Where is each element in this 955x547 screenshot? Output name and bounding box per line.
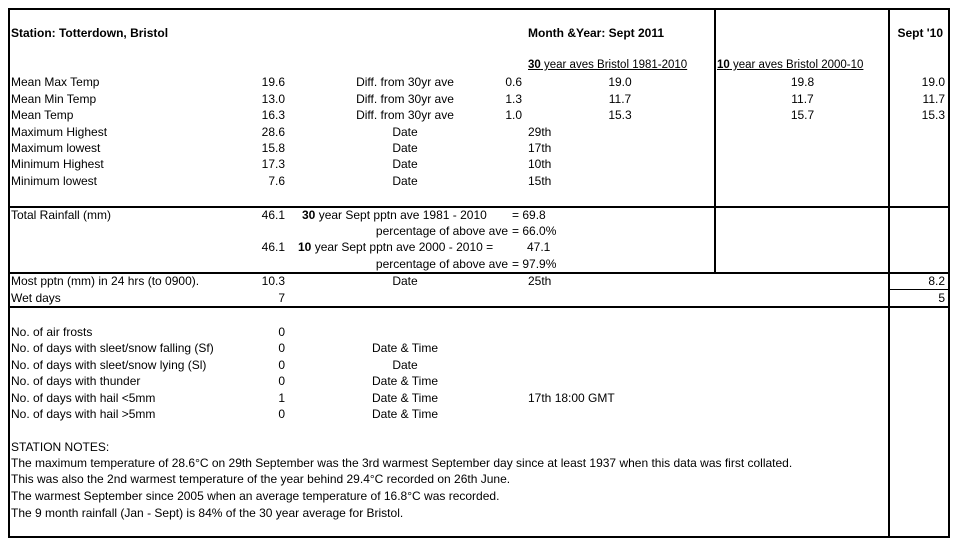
pptn-prev: 8.2 (928, 274, 945, 288)
temp-mid: Diff. from 30yr ave (356, 108, 454, 122)
wet-days-prev: 5 (938, 291, 945, 305)
rainfall-pct10-label: percentage of above ave (375, 257, 508, 271)
temp-ave30: 19.0 (608, 75, 632, 89)
temp-label: Mean Max Temp (11, 75, 100, 89)
rainfall-pct30-value: = 66.0% (512, 224, 557, 238)
days-mid: Date & Time (371, 407, 439, 421)
wet-days-label: Wet days (11, 291, 61, 305)
temp-value: 17.3 (261, 157, 285, 171)
divider-ave10-left-rain (714, 206, 716, 272)
pptn-value: 10.3 (261, 274, 285, 288)
temp-value: 7.6 (268, 174, 285, 188)
temp-prev: 19.0 (921, 75, 945, 89)
divider-wetdays (8, 306, 950, 308)
rainfall-value-2: 46.1 (261, 240, 285, 254)
rainfall-ave30-bold: 30 (302, 208, 316, 222)
temp-ave10: 15.7 (790, 108, 815, 122)
temp-ave30: 11.7 (608, 92, 632, 106)
temp-prev: 11.7 (922, 92, 945, 106)
divider-prev-left-bottom (888, 306, 890, 536)
days-label: No. of days with thunder (11, 374, 141, 388)
temp-value: 19.6 (261, 75, 285, 89)
temp-label: Minimum Highest (11, 157, 104, 171)
temp-mid: Date (392, 157, 418, 171)
temp-prev: 15.3 (921, 108, 945, 122)
temp-date: 29th (528, 125, 552, 139)
rainfall-ave10-rest: year Sept pptn ave 2000 - 2010 = (311, 240, 494, 254)
ave10-header-bold: 10 (717, 59, 730, 71)
prev-year-title: Sept '10 (897, 26, 943, 40)
temp-label: Minimum lowest (11, 174, 98, 188)
pptn-mid: Date (392, 274, 418, 288)
ave30-header-bold: 30 (528, 59, 541, 71)
days-label: No. of days with hail <5mm (11, 391, 156, 405)
days-mid: Date (392, 358, 418, 372)
notes-line: The 9 month rainfall (Jan - Sept) is 84% of the 30 year average for Bristol. (11, 506, 404, 520)
temp-diff: 1.3 (505, 92, 522, 106)
days-value: 1 (278, 391, 285, 405)
days-label: No. of days with hail >5mm (11, 407, 156, 421)
temp-value: 13.0 (261, 92, 285, 106)
rainfall-ave30-value: = 69.8 (512, 208, 546, 222)
temp-diff: 0.6 (505, 75, 522, 89)
days-value: 0 (278, 407, 285, 421)
rainfall-label: Total Rainfall (mm) (11, 208, 112, 222)
station-title: Station: Totterdown, Bristol (11, 26, 169, 40)
days-extra: 17th 18:00 GMT (528, 391, 615, 405)
days-value: 0 (278, 358, 285, 372)
temp-label: Mean Temp (11, 108, 74, 122)
temp-label: Mean Min Temp (11, 92, 97, 106)
days-label: No. of days with sleet/snow falling (Sf) (11, 341, 214, 355)
temp-ave30: 15.3 (608, 108, 632, 122)
days-label: No. of days with sleet/snow lying (Sl) (11, 358, 207, 372)
ave30-header-rest: year aves Bristol 1981-2010 (540, 59, 688, 71)
temp-value: 28.6 (261, 125, 285, 139)
temp-date: 17th (528, 141, 552, 155)
notes-line: This was also the 2nd warmest temperature of the year behind 29.4°C recorded on 26th June. (11, 472, 511, 486)
notes-heading: STATION NOTES: (11, 440, 110, 454)
rainfall-pct30-label: percentage of above ave (375, 224, 508, 238)
rainfall-pct10-value: = 97.9% (512, 257, 557, 271)
days-mid: Date & Time (371, 374, 439, 388)
divider-ave10-left (714, 8, 716, 206)
temp-mid: Date (392, 141, 418, 155)
temp-ave10: 19.8 (790, 75, 815, 89)
ave10-header (717, 58, 863, 72)
divider-pptn (888, 289, 950, 290)
border-top (8, 8, 950, 10)
temp-ave10: 11.7 (791, 92, 814, 106)
rainfall-ave30-text (302, 208, 487, 222)
days-mid: Date & Time (371, 341, 439, 355)
days-label: No. of air frosts (11, 325, 93, 339)
temp-mid: Date (392, 174, 418, 188)
rainfall-ave10-value: 47.1 (527, 240, 551, 254)
temp-mid: Date (392, 125, 418, 139)
divider-prev-left-top (888, 8, 890, 308)
temp-date: 10th (528, 157, 552, 171)
ave10-header-rest: year aves Bristol 2000-10 (729, 59, 864, 71)
temp-date: 15th (528, 174, 552, 188)
notes-line: The maximum temperature of 28.6°C on 29th September was the 3rd warmest September day since at least 1937 when this data was first collated. (11, 456, 793, 470)
ave30-header (528, 58, 687, 72)
days-mid: Date & Time (371, 391, 439, 405)
border-bottom (8, 536, 950, 538)
temp-label: Maximum lowest (11, 141, 101, 155)
wet-days-value: 7 (278, 291, 285, 305)
notes-line: The warmest September since 2005 when an average temperature of 16.8°C was recorded. (11, 489, 500, 503)
rainfall-ave30-rest: year Sept pptn ave 1981 - 2010 (315, 208, 487, 222)
rainfall-ave10-bold: 10 (298, 240, 312, 254)
days-value: 0 (278, 341, 285, 355)
days-value: 0 (278, 325, 285, 339)
month-year-title: Month &Year: Sept 2011 (528, 26, 665, 40)
temp-value: 15.8 (261, 141, 285, 155)
days-value: 0 (278, 374, 285, 388)
rainfall-ave10-text (298, 240, 493, 254)
pptn-date: 25th (528, 274, 552, 288)
rainfall-value: 46.1 (261, 208, 285, 222)
temp-mid: Diff. from 30yr ave (356, 75, 454, 89)
temp-label: Maximum Highest (11, 125, 108, 139)
temp-mid: Diff. from 30yr ave (356, 92, 454, 106)
pptn-label: Most pptn (mm) in 24 hrs (to 0900). (11, 274, 200, 288)
temp-value: 16.3 (261, 108, 285, 122)
temp-diff: 1.0 (505, 108, 522, 122)
